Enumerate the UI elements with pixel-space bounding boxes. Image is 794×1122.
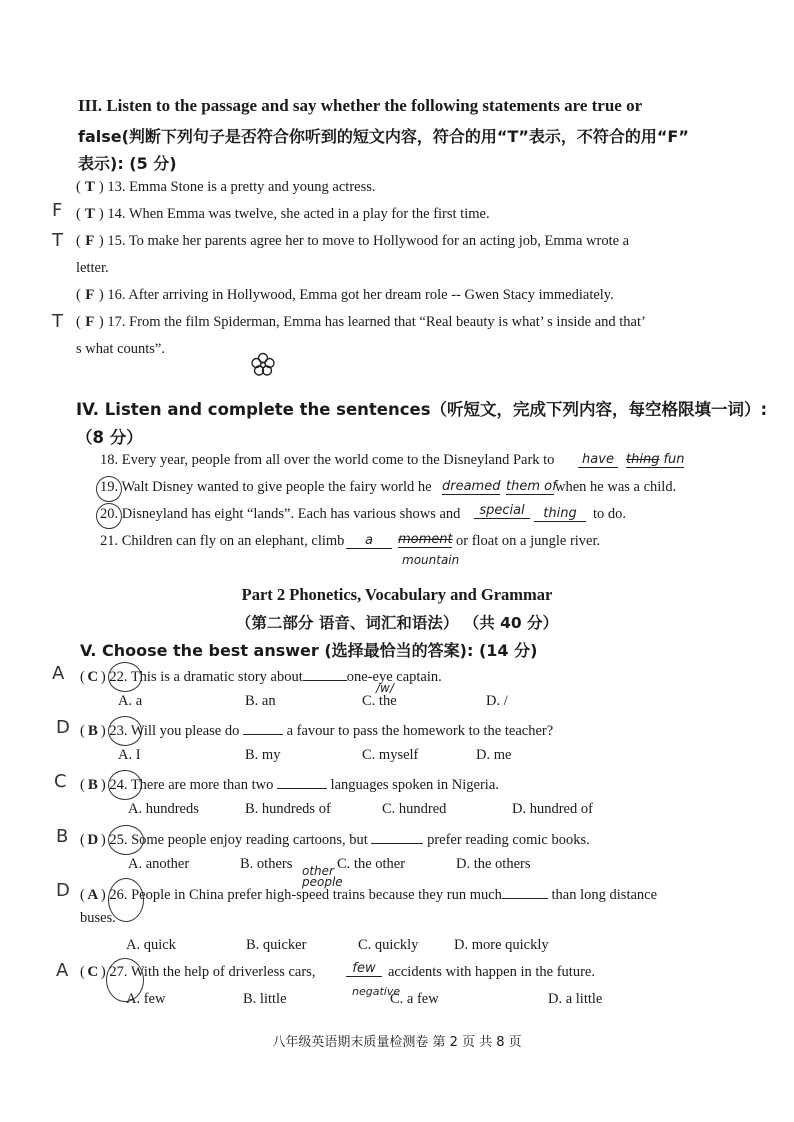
mc-24-option-d: D. hundred of [512, 801, 593, 817]
fill-item-18 [100, 452, 554, 469]
mc-blank-24 [277, 774, 327, 789]
fill-pre-21: Children can fly on an elephant, climb [121, 533, 345, 549]
fill-blank-18b: thing fun [626, 452, 685, 467]
mc-blank-23 [243, 720, 283, 735]
mc-correction-25: B [56, 826, 69, 847]
mc-correction-23: D [56, 717, 70, 738]
fill-pre-18: Every year, people from all over the world come to the Disneyland Park to [121, 452, 555, 468]
fill-pre-19: Walt Disney wanted to give people the fairy world he [121, 479, 432, 495]
mc-correction-22: A [52, 663, 65, 684]
tf-text-14: When Emma was twelve, she acted in a play for the first time. [128, 206, 490, 222]
mc-27-option-c: C. a few [390, 991, 439, 1007]
fill-post-21: or float on a jungle river. [456, 533, 601, 549]
tf-text-17: From the film Spiderman, Emma has learned that “Real beauty is what’ s inside and that’ [129, 314, 646, 330]
mc-item-25: ( D ) 25. Some people enjoy reading cartoons, but prefer reading comic books. [80, 829, 590, 849]
tf-item-16: ( F ) 16. After arriving in Hollywood, Emma got her dream role -- Gwen Stacy immediately. [76, 287, 614, 303]
mc-answer-27: C [87, 964, 99, 980]
tf-correction-14: F [52, 200, 63, 221]
mc-num-25: 25. [109, 832, 128, 848]
mc-24-option-a: A. hundreds [128, 801, 199, 817]
mc-answer-23: B [87, 723, 98, 739]
tf-item-15: ( F ) 15. To make her parents agree her to move to Hollywood for an acting job, Emma wrote a [76, 233, 630, 249]
mc-22-option-b: B. an [245, 693, 276, 709]
mc-post-25: prefer reading comic books. [427, 832, 590, 848]
tf-text-13: Emma Stone is a pretty and young actress. [129, 179, 376, 195]
fill-item-19 [100, 479, 432, 496]
mc-num-26: 26. [109, 887, 128, 903]
mc-post-27: accidents with happen in the future. [388, 964, 595, 980]
fill-blank-20a: special [474, 503, 530, 519]
mc-23-option-c: C. myself [362, 747, 419, 763]
mc-25-option-b: B. others [240, 856, 293, 872]
page-footer: 八年级英语期末质量检测卷 第 2 页 共 8 页 [272, 1035, 522, 1050]
mc-num-27: 27. [109, 964, 128, 980]
mc-23-option-b: B. my [245, 747, 281, 763]
mc-correction-27: A [56, 960, 69, 981]
tf-item-14: ( T ) 14. When Emma was twelve, she acted in a play for the first time. [76, 206, 490, 222]
section5-title: V. Choose the best answer (选择最恰当的答案): (14 分) [80, 641, 538, 660]
mc-blank-22 [303, 666, 347, 681]
mc-22-option-d: D. / [486, 693, 508, 709]
mc-24-option-b: B. hundreds of [245, 801, 331, 817]
section3-title-line1: III. Listen to the passage and say whether the following statements are true or [78, 96, 643, 115]
tf-num-14: 14. [107, 206, 126, 222]
mc-note-22: /w/ [376, 681, 394, 695]
fill-post-20: to do. [593, 506, 627, 522]
mc-27-option-b: B. little [243, 991, 287, 1007]
mc-note-25: other people [302, 864, 343, 889]
mc-24-option-c: C. hundred [382, 801, 447, 817]
mc-blank-26 [502, 884, 548, 899]
tf-num-17: 17. [107, 314, 126, 330]
mc-post-22: one-eye captain. [346, 669, 442, 685]
fill-blank-21b-correction: mountain [402, 553, 460, 567]
mc-answer-26: A [87, 887, 99, 903]
mc-22-option-c: C. the [362, 693, 397, 709]
fill-num-21: 21. [100, 533, 119, 549]
mc-post-26: than long distance [551, 887, 658, 903]
mc-pre-27: With the help of driverless cars, [130, 964, 316, 980]
mc-item-22: ( C ) 22. This is a dramatic story about one-eye captain. [80, 666, 442, 686]
fill-num-18: 18. [100, 452, 119, 468]
mc-blank-25 [371, 829, 423, 844]
mc-item-26: ( A ) 26. People in China prefer high-speed trains because they run much than long distance [80, 884, 657, 904]
mc-item-23: ( B ) 23. Will you please do a favour to pass the homework to the teacher? [80, 720, 553, 740]
tf-answer-15: F [85, 233, 95, 249]
tf-answer-16: F [85, 287, 95, 303]
mc-num-24: 24. [109, 777, 128, 793]
mc-correction-26: D [56, 880, 70, 901]
mc-26-option-a: A. quick [126, 937, 176, 953]
mc-answer-24: B [87, 777, 98, 793]
mc-note-27: negative [352, 985, 401, 998]
fill-blank-18a: have [578, 452, 618, 468]
fill-blank-20b: thing [534, 506, 586, 522]
mc-item-27: ( C ) 27. With the help of driverless cars, [80, 964, 316, 980]
tf-text-16: After arriving in Hollywood, Emma got her dream role -- Gwen Stacy immediately. [128, 287, 614, 303]
fill-post-19: when he was a child. [555, 479, 677, 495]
tf-answer-13: T [84, 179, 95, 195]
mc-text-26-cont: buses. [80, 910, 116, 926]
mc-post-24: languages spoken in Nigeria. [330, 777, 499, 793]
mc-26-option-d: D. more quickly [454, 937, 549, 953]
section3-title-line2: false(判断下列句子是否符合你听到的短文内容，符合的用“T”表示，不符合的用“F” [78, 127, 689, 146]
fill-pre-20: Disneyland has eight “lands”. Each has various shows and [121, 506, 461, 522]
mc-25-option-a: A. another [128, 856, 190, 872]
fill-blank-21b: moment [398, 532, 453, 547]
section3-title-line3: 表示): (5 分) [78, 154, 177, 173]
tf-text-17-cont: s what counts”. [76, 341, 165, 357]
tf-correction-15: T [52, 230, 63, 251]
paren-open: ( [76, 179, 81, 195]
tf-text-15-cont: letter. [76, 260, 109, 276]
flower-doodle-icon [250, 352, 276, 383]
mc-22-option-a: A. a [118, 693, 143, 709]
mc-pre-26: People in China prefer high-speed trains because they run much [131, 887, 502, 903]
fill-num-20: 20. [100, 506, 119, 522]
mc-23-option-d: D. me [476, 747, 512, 763]
fill-blank-19a: dreamed [442, 479, 501, 494]
mc-pre-23: Will you please do [130, 723, 240, 739]
mc-pre-24: There are more than two [130, 777, 274, 793]
fill-blank-21a: a [346, 533, 392, 549]
mc-pre-25: Some people enjoy reading cartoons, but [131, 832, 368, 848]
fill-num-19: 19. [100, 479, 119, 495]
mc-27-option-d: D. a little [548, 991, 603, 1007]
tf-text-15: To make her parents agree her to move to Hollywood for an acting job, Emma wrote a [128, 233, 630, 249]
mc-26-option-b: B. quicker [246, 937, 307, 953]
fill-item-20 [100, 506, 460, 523]
fill-item-21 [100, 533, 344, 550]
fill-blank-19b: them of [506, 479, 557, 494]
tf-item-17: ( F ) 17. From the film Spiderman, Emma has learned that “Real beauty is what’ s inside and that’ [76, 314, 646, 330]
mc-post-23: a favour to pass the homework to the teacher? [286, 723, 554, 739]
paren-close: ) [98, 179, 104, 195]
mc-num-23: 23. [109, 723, 128, 739]
tf-num-13: 13. [107, 179, 126, 195]
mc-blank-27: few [346, 961, 382, 977]
mc-23-option-a: A. I [118, 747, 141, 763]
tf-num-16: 16. [107, 287, 126, 303]
mc-answer-25: D [87, 832, 99, 848]
mc-num-22: 22. [109, 669, 128, 685]
mc-25-option-d: D. the others [456, 856, 531, 872]
section4-title-line1: IV. Listen and complete the sentences（听短文，完成下列内容，每空格限填一词）: [76, 400, 768, 419]
mc-item-24: ( B ) 24. There are more than two languages spoken in Nigeria. [80, 774, 499, 794]
part2-subtitle: （第二部分 语音、词汇和语法） （共 40 分） [235, 614, 559, 632]
section4-title-line2: （8 分） [76, 428, 143, 447]
mc-27-option-a: A. few [126, 991, 166, 1007]
mc-25-option-c: C. the other [337, 856, 406, 872]
tf-correction-17: T [52, 311, 63, 332]
mc-correction-24: C [54, 771, 67, 792]
part2-title: Part 2 Phonetics, Vocabulary and Grammar [241, 585, 553, 604]
tf-item-13 [76, 179, 376, 196]
tf-num-15: 15. [107, 233, 126, 249]
mc-answer-22: C [87, 669, 99, 685]
tf-answer-14: T [84, 206, 95, 222]
tf-answer-17: F [85, 314, 95, 330]
mc-26-option-c: C. quickly [358, 937, 419, 953]
mc-pre-22: This is a dramatic story about [130, 669, 303, 685]
